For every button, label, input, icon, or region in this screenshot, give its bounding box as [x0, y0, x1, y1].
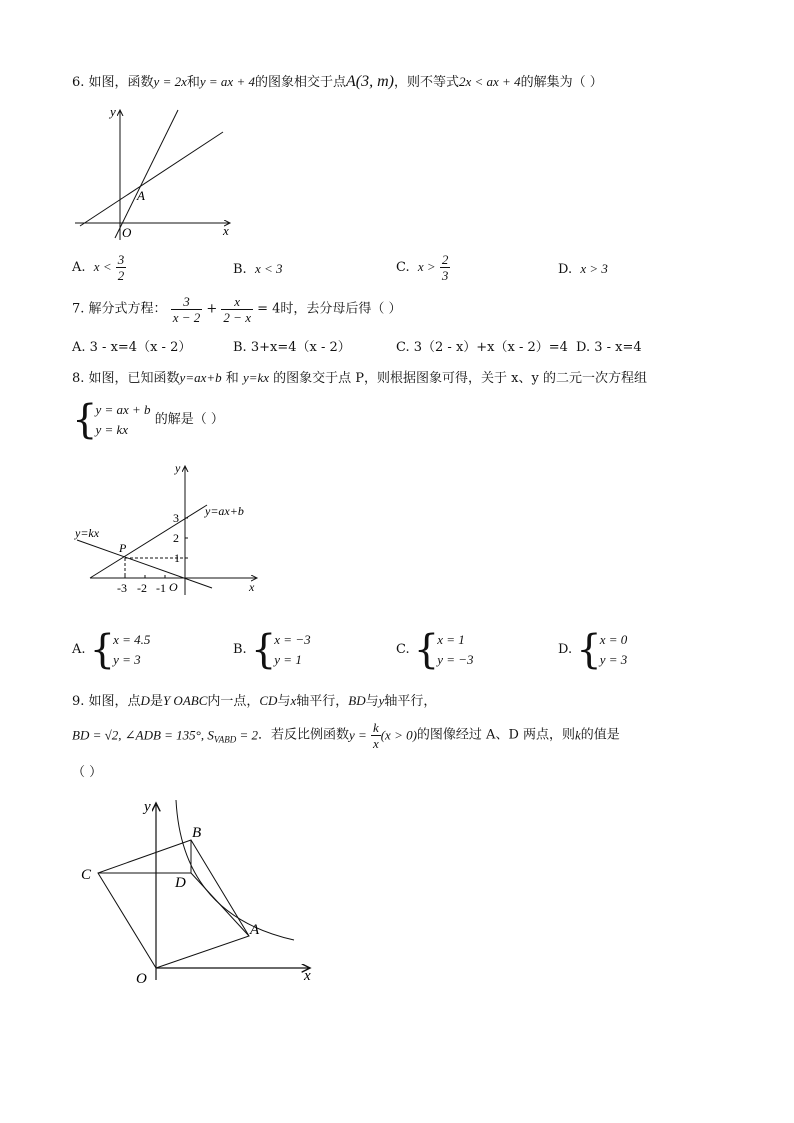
q6-text-d: 的解集为（ ）	[520, 75, 603, 90]
q8-tick-xm3: -3	[117, 581, 127, 595]
q8-option-a[interactable]: A. { x = 4.5 y = 3	[72, 627, 151, 673]
q9-func-frac: $\frac{k}{x}$	[372, 720, 379, 751]
q6-graph	[70, 100, 240, 242]
q6-option-a-frac: $\frac{3}{2}$	[117, 252, 125, 283]
q6-x-label: x	[223, 223, 229, 238]
q9-point-d-label: D	[175, 875, 186, 891]
q8-option-d[interactable]: D. { x = 0 y = 3	[558, 627, 628, 673]
q8-y-label: y	[175, 461, 181, 475]
q9-point-c-label: C	[81, 867, 92, 883]
q9-parallelogram: Y OABC	[162, 693, 208, 708]
q8-label-axb: y=ax+b	[205, 504, 244, 518]
q8-option-c[interactable]: C. { x = 1 y = −3	[396, 627, 474, 673]
q7-option-b[interactable]: B. 3+x=4（x - 2）	[233, 340, 351, 355]
q6-line-2x	[115, 110, 178, 238]
q6-text-c: ，则不等式	[393, 75, 459, 90]
q8-system: { y = ax + b y = kx 的解是（ ）	[72, 397, 224, 443]
q8-tick-xm2: -2	[137, 581, 147, 595]
q8-func-2: y=kx	[242, 370, 270, 385]
q8-option-b[interactable]: B. { x = −3 y = 1	[233, 627, 311, 673]
q7-stem: 7. 解分式方程： $\frac{3}{x - 2}$ + $\frac{x}{2 - x}$ = 4时，去分母后得（ ）	[72, 294, 402, 325]
q6-stem	[72, 73, 603, 92]
q9-point-a-label: A	[250, 922, 260, 938]
q8-graph	[72, 460, 272, 595]
q9-answer-paren: （ ）	[72, 765, 103, 780]
q8-tick-y3: 3	[173, 511, 179, 525]
q6-option-c[interactable]: C. x > $\frac{2}{3}$	[396, 252, 449, 283]
q8-origin-label: O	[169, 580, 178, 594]
q9-hyperbola	[176, 800, 294, 940]
q8-point-p-label: P	[119, 541, 127, 555]
q6-line-ax4	[80, 132, 223, 226]
q7-option-d[interactable]: D. 3 - x=4	[576, 340, 642, 355]
q6-y-label: y	[110, 104, 116, 119]
q6-origin-label: O	[122, 225, 132, 240]
q6-func-1: y = 2x	[153, 74, 187, 89]
q6-option-a[interactable]: A. x < $\frac{3}{2}$	[72, 252, 125, 283]
q9-origin-label: O	[136, 971, 147, 987]
q9-graph	[74, 795, 324, 990]
q8-label-kx: y=kx	[75, 526, 100, 540]
q8-tick-xm1: -1	[156, 581, 166, 595]
q6-point: A(3, m)	[345, 73, 394, 90]
q6-option-d[interactable]: D. x > 3	[558, 261, 608, 277]
q9-parallelogram-oabc	[98, 840, 249, 968]
q6-option-b[interactable]: B. x < 3	[233, 261, 283, 277]
q9-x-label: x	[304, 968, 311, 984]
q8-line-axb	[90, 505, 207, 578]
q6-inequality: 2x < ax + 4	[458, 74, 521, 89]
q9-y-label: y	[144, 799, 151, 815]
q6-func-2: y = ax + 4	[199, 74, 255, 89]
q8-stem: 8. 如图，已知函数y=ax+b 和 y=kx 的图象交于点 P，则根据图象可得，关于 x、y 的二元一次方程组	[72, 370, 647, 386]
q8-x-label: x	[249, 580, 255, 594]
q6-option-c-frac: $\frac{2}{3}$	[441, 252, 449, 283]
q8-func-1: y=ax+b	[179, 370, 222, 385]
q8-tick-y1: 1	[174, 551, 180, 565]
q6-and: 和	[186, 75, 200, 90]
q6-point-a-label: A	[137, 188, 145, 203]
q6-text: 6. 如图，函数	[72, 75, 154, 90]
q7-frac-2: $\frac{x}{2 - x}$	[223, 294, 251, 325]
q9-point-b-label: B	[192, 825, 202, 841]
q7-option-c[interactable]: C. 3（2 - x）+x（x - 2）=4	[396, 340, 568, 355]
q6-text-b: 的图象相交于点	[254, 75, 346, 90]
q7-option-a[interactable]: A. 3 - x=4（x - 2）	[72, 340, 192, 355]
q9-segment-da	[191, 873, 249, 936]
q9-stem-line2: BD = √2, ∠ADB = 135°, $S_{VABD} = 2$．若反比例函数y = $\frac{k}{x}$ (x > 0)的图像经过 A、D 两点，则k的值是	[72, 720, 620, 751]
q9-stem-line1: 9. 如图，点D是Y OABC内一点，CD与x轴平行，BD与y轴平行，	[72, 693, 437, 709]
q8-tick-y2: 2	[173, 531, 179, 545]
q7-frac-1: $\frac{3}{x - 2}$	[172, 294, 201, 325]
